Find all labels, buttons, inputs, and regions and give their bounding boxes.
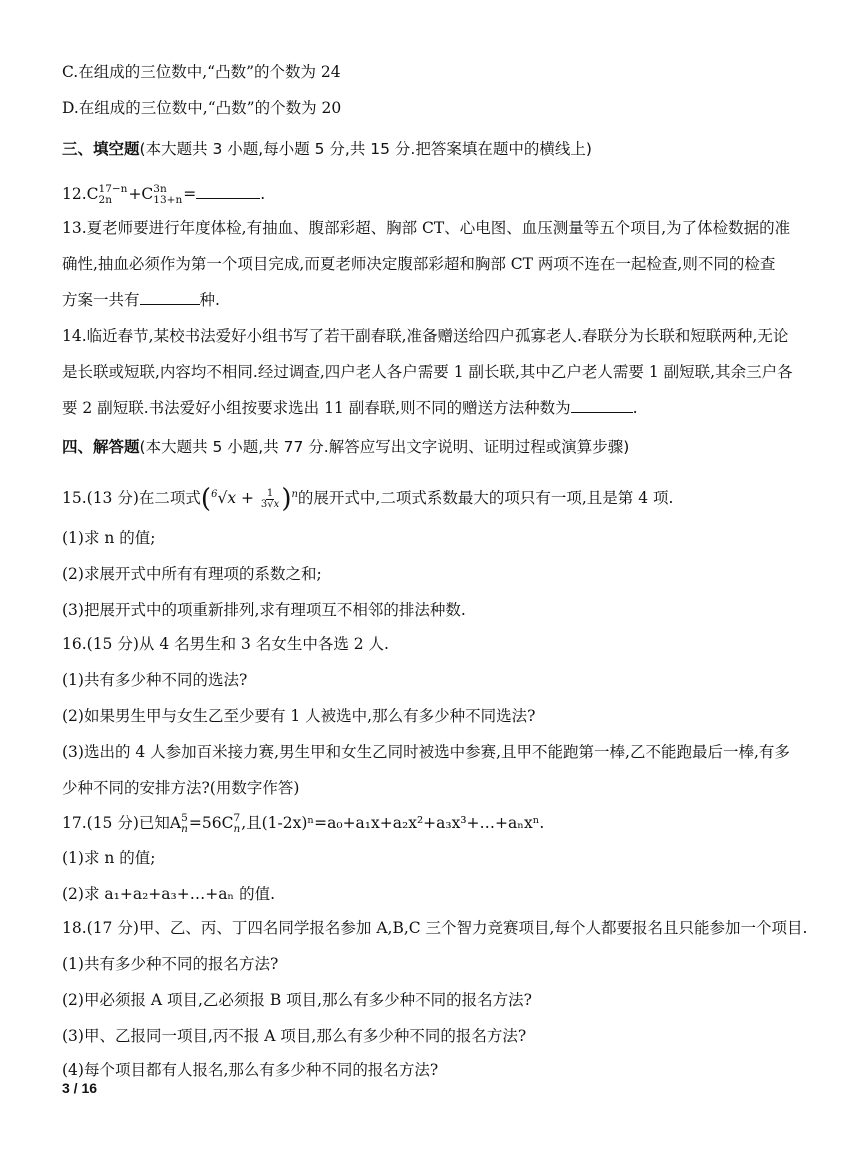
q15-part-3: (3)把展开式中的项重新排列,求有理项互不相邻的排法种数.: [62, 601, 466, 619]
q15-stem-a: 15.(13 分)在二项式: [62, 489, 201, 508]
q15-stem: [62, 484, 820, 515]
q15-frac-den: 3√x: [260, 498, 280, 510]
q15-fraction: [261, 489, 279, 510]
q12-index-2: [153, 184, 182, 206]
q12-index-1: [99, 184, 128, 206]
q12-answer-blank: [196, 186, 260, 199]
q17-a-index: [181, 813, 188, 835]
q13-line-2: 确性,抽血必须作为第一个项目完成,而夏老师决定腹部彩超和胸部 CT 两项不连在一起检查,则不同的检查: [62, 255, 776, 273]
q15-part-1: (1)求 n 的值;: [62, 529, 156, 547]
q16-part-1: (1)共有多少种不同的选法?: [62, 671, 248, 689]
q12-sub-1: 2n: [98, 194, 112, 206]
q14-line-3b: .: [632, 399, 638, 417]
q17-part-2: (2)求 a₁+a₂+a₃+…+aₙ 的值.: [62, 885, 275, 903]
q17-a-sup: 5: [181, 812, 188, 824]
q15-stem-b: 的展开式中,二项式系数最大的项只有一项,且是第 4 项.: [297, 489, 674, 508]
q13-answer-blank: [140, 292, 200, 305]
q15-frac-num: 1: [266, 487, 274, 499]
q17-c-index: [233, 813, 240, 835]
q12-prefix: 12.C: [62, 185, 99, 203]
q15-part-2: (2)求展开式中所有有理项的系数之和;: [62, 565, 322, 583]
q15-radical-sign: √: [217, 489, 228, 508]
q15-frac-den-x: x: [273, 498, 280, 510]
q17-part-1: (1)求 n 的值;: [62, 849, 156, 867]
q16-part-3a: (3)选出的 4 人参加百米接力赛,男生甲和女生乙同时被选中参赛,且甲不能跑第一棒,乙不能跑最后一棒,有多: [62, 743, 790, 761]
q18-part-3: (3)甲、乙报同一项目,丙不报 A 项目,那么有多少种不同的报名方法?: [62, 1027, 527, 1045]
q18-stem: 18.(17 分)甲、乙、丙、丁四名同学报名参加 A,B,C 三个智力竞赛项目,每个人都要报名且只能参加一个项目.: [62, 919, 808, 937]
q17-c-sup: 7: [233, 812, 241, 824]
q13-line-3b: 种.: [199, 291, 220, 309]
q15-left-paren: (: [200, 484, 212, 515]
q15-root-index: 6: [211, 489, 218, 500]
q12-sup-2: 3n: [153, 183, 167, 195]
q16-part-2: (2)如果男生甲与女生乙至少要有 1 人被选中,那么有多少种不同选法?: [62, 707, 536, 725]
q18-part-4: (4)每个项目都有人报名,那么有多少种不同的报名方法?: [62, 1061, 439, 1079]
q12-sub-2: 13+n: [153, 194, 183, 206]
q15-x: x: [227, 489, 237, 508]
section-3-note: (本大题共 3 小题,每小题 5 分,共 15 分.把答案填在题中的横线上): [139, 140, 592, 158]
q17-a-sub: n: [181, 823, 188, 835]
option-d: D.在组成的三位数中,“凸数”的个数为 20: [62, 99, 342, 117]
q15-plus: +: [236, 489, 259, 508]
page-number: 3 / 16: [62, 1080, 98, 1096]
q12-eq: =: [183, 185, 197, 203]
q14-line-2: 是长联或短联,内容均不相同.经过调查,四户老人各户需要 1 副长联,其中乙户老人需要 1 副短联,其余三户各: [62, 363, 793, 381]
q15-frac-den-index: 3: [260, 498, 268, 510]
q12-end: .: [260, 185, 266, 203]
section-3-title: 三、填空题: [62, 140, 140, 158]
q13-line-1: 13.夏老师要进行年度体检,有抽血、腹部彩超、胸部 CT、心电图、血压测量等五个项目,为了体检数据的准: [62, 219, 791, 237]
q12-sup-1: 17−n: [98, 183, 128, 195]
option-c: C.在组成的三位数中,“凸数”的个数为 24: [62, 63, 341, 81]
q14-line-1: 14.临近春节,某校书法爱好小组书写了若干副春联,准备赠送给四户孤寡老人.春联分为长联和短联两种,无论: [62, 327, 789, 345]
section-4-heading: [62, 437, 629, 457]
section-3-heading: [62, 139, 592, 159]
q16-part-3b: 少种不同的安排方法?(用数字作答): [62, 779, 300, 797]
q17-stem-b: =56C: [188, 814, 234, 832]
q13-line-3a: 方案一共有: [62, 291, 140, 309]
q15-exponent: n: [291, 489, 298, 500]
section-4-title: 四、解答题: [62, 438, 140, 456]
q14-line-3a: 要 2 副短联.书法爱好小组按要求选出 11 副春联,则不同的赠送方法种数为: [62, 399, 571, 417]
q16-stem: 16.(15 分)从 4 名男生和 3 名女生中各选 2 人.: [62, 635, 389, 653]
q18-part-2: (2)甲必须报 A 项目,乙必须报 B 项目,那么有多少种不同的报名方法?: [62, 991, 532, 1009]
section-4-note: (本大题共 5 小题,共 77 分.解答应写出文字说明、证明过程或演算步骤): [139, 438, 630, 456]
q17-stem-c: ,且(1-2x)ⁿ=a₀+a₁x+a₂x²+a₃x³+…+aₙxⁿ.: [241, 814, 545, 832]
q17-stem: [62, 813, 820, 835]
q14-answer-blank: [571, 400, 633, 413]
q13-line-3: [62, 290, 820, 310]
q18-part-1: (1)共有多少种不同的报名方法?: [62, 955, 279, 973]
q12-mid: +C: [128, 185, 154, 203]
q15-right-paren: ): [281, 484, 292, 515]
q17-c-sub: n: [233, 823, 241, 835]
q17-stem-a: 17.(15 分)已知A: [62, 814, 182, 832]
question-12: [62, 184, 820, 206]
q14-line-3: [62, 398, 820, 418]
